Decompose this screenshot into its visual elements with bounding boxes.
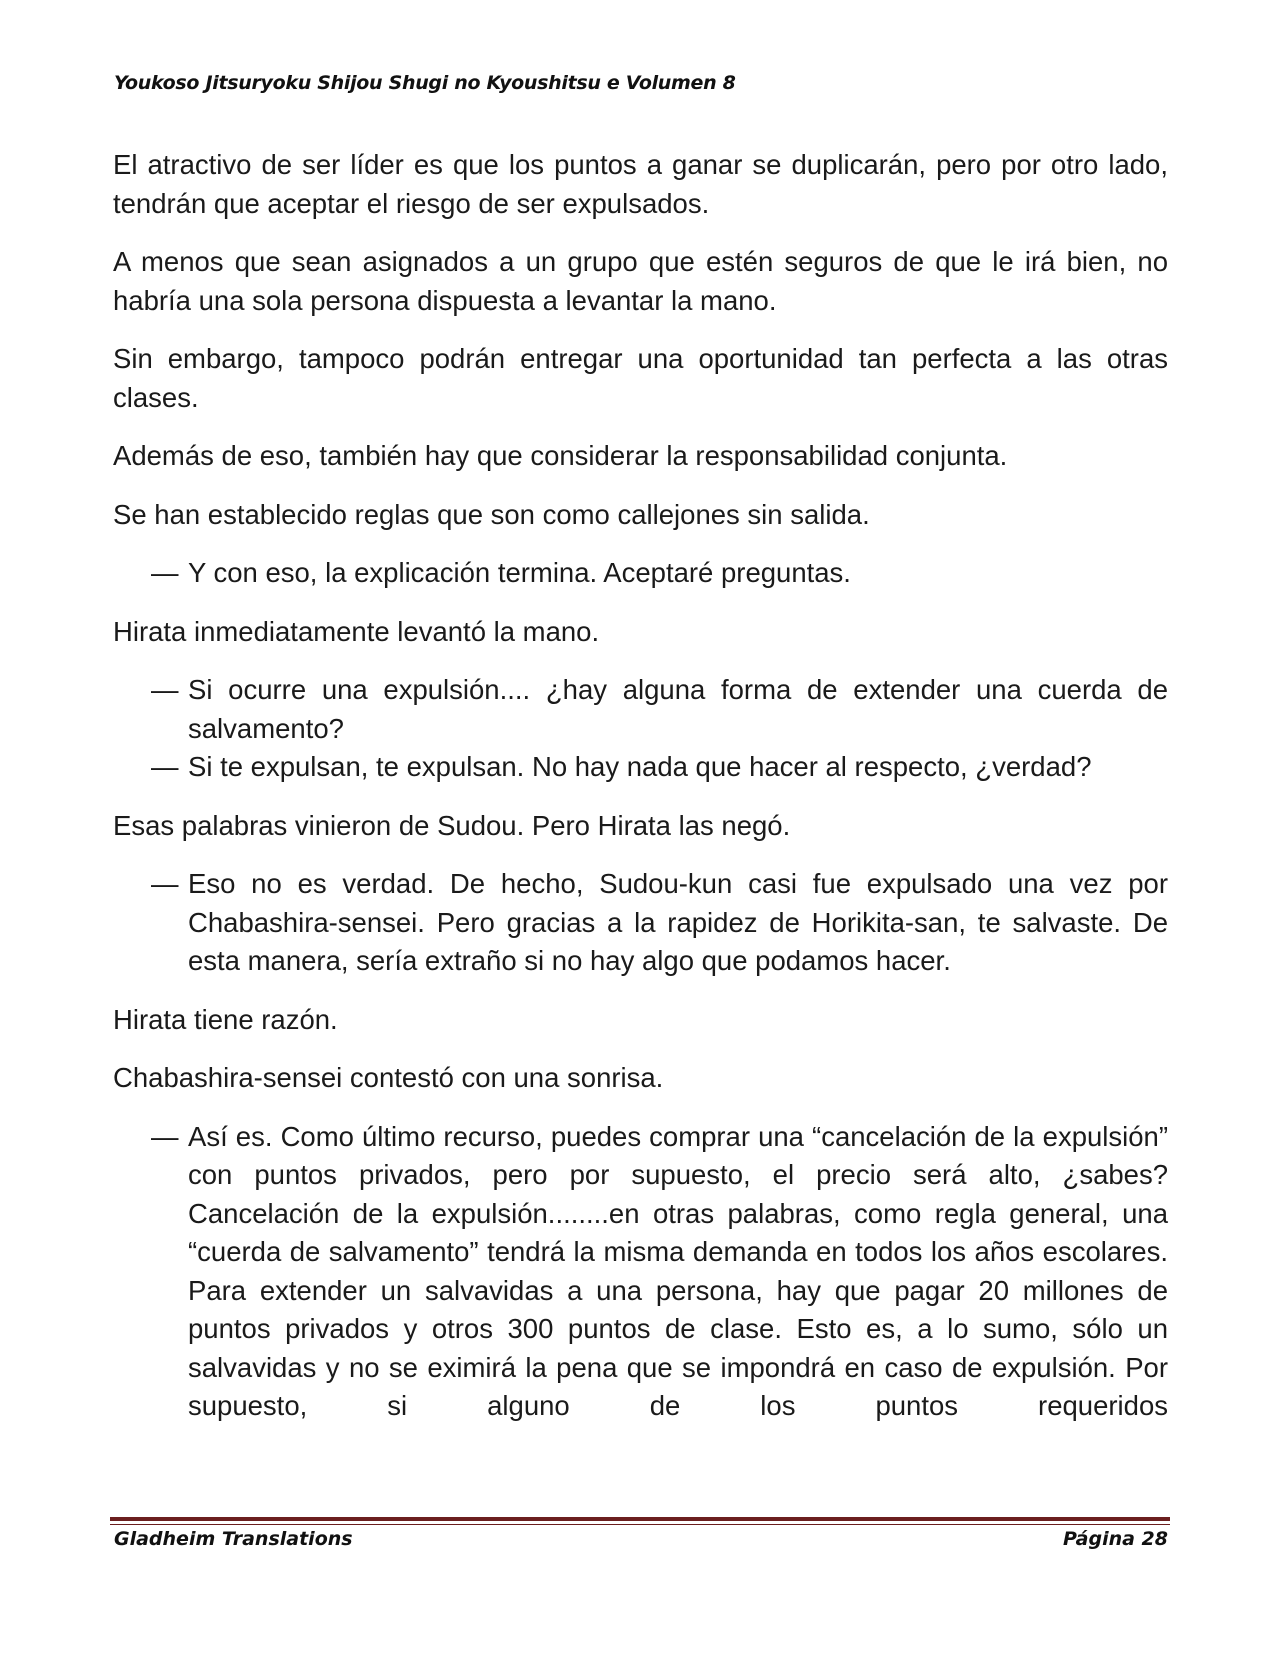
dialogue-text: Así es. Como último recurso, puedes comprar una “cancelación de la expulsión” con puntos privados, pero por supuesto, el precio será alto, ¿sabes? Cancelación de la expulsión........en otras palabras, como regla general, una “cuerda de salvamento” tendrá la misma demanda en todos los años escolares. Para extender un salvavidas a una persona, hay que pagar 20 millones de puntos privados y otros 300 puntos de clase. Esto es, a lo sumo, sólo un salvavidas y no se eximirá la pena que se impondrá en caso de expulsión. Por supuesto, si alguno de los puntos requeridos bbox=[188, 1120, 1168, 1421]
footer-rule bbox=[110, 1517, 1170, 1521]
dialogue-dash: — bbox=[151, 751, 179, 782]
page-body bbox=[113, 146, 1168, 1446]
dialogue-text: Eso no es verdad. De hecho, Sudou-kun casi fue expulsado una vez por Chabashira-sensei. Pero gracias a la rapidez de Horikita-san, te salvaste. De esta manera, sería extraño si no hay algo que podamos hacer. bbox=[188, 868, 1168, 976]
dialogue-line bbox=[113, 554, 1168, 593]
dialogue-line bbox=[113, 748, 1168, 787]
dialogue-text: Y con eso, la explicación termina. Aceptaré preguntas. bbox=[188, 557, 851, 588]
paragraph: Chabashira-sensei contestó con una sonrisa. bbox=[113, 1062, 664, 1093]
paragraph: Hirata tiene razón. bbox=[113, 1003, 338, 1035]
dialogue-dash: — bbox=[151, 557, 179, 588]
footer-rule-thin bbox=[110, 1524, 1170, 1525]
dialogue-group bbox=[113, 865, 1168, 981]
dialogue-line bbox=[113, 1118, 1168, 1426]
dialogue-group bbox=[113, 671, 1168, 787]
dialogue-dash: — bbox=[151, 868, 179, 899]
dialogue-group bbox=[113, 1118, 1168, 1426]
dialogue-group bbox=[113, 554, 1168, 593]
dialogue-line bbox=[113, 865, 1168, 981]
dialogue-text: Si te expulsan, te expulsan. No hay nada que hacer al respecto, ¿verdad? bbox=[188, 751, 1092, 782]
paragraph: Hirata inmediatamente levantó la mano. bbox=[113, 615, 600, 647]
dialogue-dash: — bbox=[151, 1120, 179, 1152]
page-number: Página 28 bbox=[1062, 1528, 1168, 1550]
paragraph: Además de eso, también hay que considerar la responsabilidad conjunta. bbox=[113, 440, 1008, 471]
paragraph: Esas palabras vinieron de Sudou. Pero Hirata las negó. bbox=[113, 809, 791, 841]
paragraph: Se han establecido reglas que son como callejones sin salida. bbox=[113, 498, 870, 530]
paragraph: A menos que sean asignados a un grupo que estén seguros de que le irá bien, no habría una sola persona dispuesta a levantar la mano. bbox=[113, 246, 1168, 316]
dialogue-text: Si ocurre una expulsión.... ¿hay alguna forma de extender una cuerda de salvamento? bbox=[188, 674, 1168, 744]
dialogue-line bbox=[113, 671, 1168, 748]
dialogue-dash: — bbox=[151, 674, 179, 705]
paragraph: Sin embargo, tampoco podrán entregar una oportunidad tan perfecta a las otras clases. bbox=[113, 343, 1168, 413]
paragraph: El atractivo de ser líder es que los puntos a ganar se duplicarán, pero por otro lado, tendrán que aceptar el riesgo de ser expulsados. bbox=[113, 149, 1168, 219]
footer-credit: Gladheim Translations bbox=[114, 1528, 353, 1550]
page-header-title: Youkoso Jitsuryoku Shijou Shugi no Kyoushitsu e Volumen 8 bbox=[114, 72, 736, 94]
